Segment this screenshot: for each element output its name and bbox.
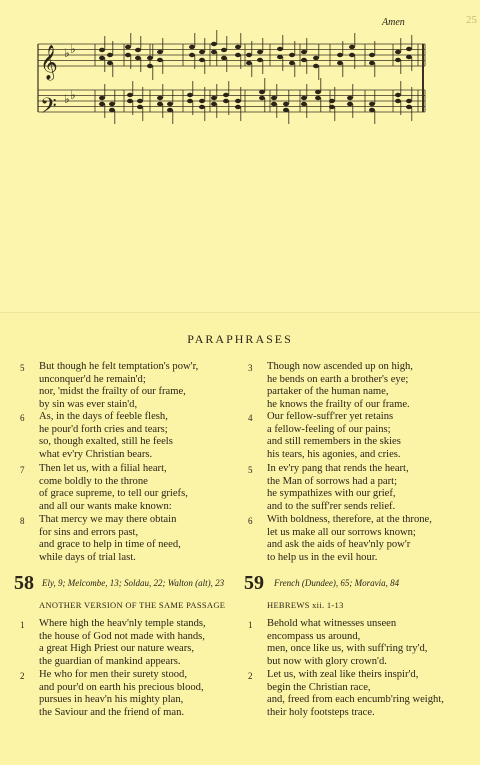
hymn-59-tunes: French (Dundee), 65; Moravia, 84 [274,578,400,588]
note-head [235,105,241,109]
note-head [99,56,105,60]
verse-line: Then let us, with a filial heart, [39,463,167,474]
verse-lines [39,463,188,514]
hymn-59-subhead: HEBREWS xii. 1-13 [267,600,344,610]
verse-number: 5 [248,465,253,475]
note-head [395,93,401,97]
verse-line: his tears, his agonies, and cries. [267,449,401,461]
note-head [301,50,307,54]
note-head [246,53,252,57]
note-head [395,58,401,62]
note-head [189,45,195,49]
verse-lines [39,618,206,669]
note-head [315,90,321,94]
note-head [157,96,163,100]
note-head [157,58,163,62]
note-head [235,53,241,57]
note-head [221,48,227,52]
note-head [369,53,375,57]
note-head [406,47,412,51]
verse-number: 6 [20,413,25,423]
section-title: PARAPHRASES [187,332,293,346]
note-head [167,108,173,112]
note-head [329,99,335,103]
page-fold [0,312,480,313]
verse-lines [39,514,181,565]
note-head [301,58,307,62]
verse-lines [39,411,173,462]
note-head [313,64,319,68]
verse-line: their holy footsteps trace. [267,707,375,719]
note-head [271,96,277,100]
note-head [99,96,105,100]
verse-lines [267,618,427,669]
verse-line: he knows the frailty of our frame. [267,399,410,411]
verse-lines [39,669,204,720]
verse-number: 2 [20,671,25,681]
verse-number: 4 [248,413,253,423]
note-head [107,53,113,57]
verse-line: In ev'ry pang that rends the heart, [267,463,409,474]
note-head [337,53,343,57]
verse-line: unconquer'd he remain'd; [39,373,146,385]
note-head [246,61,252,65]
note-head [395,50,401,54]
note-head [147,56,153,60]
note-head [349,53,355,57]
note-head [211,50,217,54]
note-head [271,102,277,106]
verse-line: the Saviour and the friend of man. [39,707,185,719]
note-head [406,55,412,59]
verse-line: As, in the days of feeble flesh, [39,411,168,422]
note-head [199,105,205,109]
verse-line: Our fellow-suff'rer yet retains [267,411,394,422]
note-head [223,93,229,97]
verse-line: and pour'd on earth his precious blood, [39,681,204,693]
verse-line: by sin was ever stain'd, [39,399,138,411]
verse-number: 6 [248,516,253,526]
note-head [147,64,153,68]
verse-line: That mercy we may there obtain [39,514,177,525]
note-head [313,56,319,60]
note-head [277,55,283,59]
verse-line: and all our wants make known: [39,501,172,513]
note-head [221,56,227,60]
verse-lines [39,361,198,412]
verse-line: and still remembers in the skies [267,436,401,448]
verse-line: and, freed from each encumb'ring weight, [267,694,444,706]
note-head [125,45,131,49]
note-head [259,96,265,100]
note-head [199,50,205,54]
music-score [0,0,480,312]
verse-line: men, once like us, with suff'ring try'd, [267,643,428,655]
verse-lines [267,361,413,412]
note-head [137,99,143,103]
clefs [40,42,76,123]
note-head [301,96,307,100]
note-head [127,93,133,97]
note-head [369,108,375,112]
verse-line: while days of trial last. [39,552,136,564]
note-head [167,102,173,106]
note-head [199,58,205,62]
note-head [223,99,229,103]
verse-line: the guardian of mankind appears. [39,656,181,668]
note-head [329,105,335,109]
note-head [337,61,343,65]
verse-line: he bends on earth a brother's eye; [267,373,409,385]
note-head [107,61,113,65]
note-head [99,102,105,106]
verse-number: 7 [20,465,25,475]
verse-lines [267,411,401,462]
note-head [99,48,105,52]
verse-line: the house of God not made with hands, [39,630,205,642]
note-head [127,99,133,103]
verse-number: 2 [248,671,253,681]
hymn-58-number: 58 [14,572,34,594]
note-head [199,99,205,103]
verse-line: for sins and errors past, [39,526,139,538]
note-head [135,48,141,52]
note-head [137,105,143,109]
verse-line: nor, 'midst the frailty of our frame, [39,386,186,398]
verse-line: With boldness, therefore, at the throne, [267,514,432,525]
note-head [257,58,263,62]
verse-number: 3 [248,363,253,373]
flat-sign-icon: ♭ [64,92,70,106]
note-head [235,45,241,49]
verse-line: encompass us around, [267,630,361,642]
note-head [289,53,295,57]
hymn-59-number: 59 [244,572,264,594]
verse-line: to help us in the evil hour. [267,552,378,564]
verse-line: and ask the aids of heav'nly pow'r [267,539,411,551]
treble-clef-icon: 𝄞 [40,46,58,79]
verse-lines [267,669,444,720]
verse-line: the Man of sorrows had a part; [267,475,398,487]
verse-number: 1 [248,620,253,630]
amen-label: Amen [382,17,405,28]
note-head [189,53,195,57]
verse-line: partaker of the human name, [267,386,389,398]
verse-line: but now with glory crown'd. [267,656,387,668]
verse-line: what ev'ry Christian bears. [39,449,153,461]
note-head [301,102,307,106]
hymn-58-tunes: Ely, 9; Melcombe, 13; Soldau, 22; Walton (alt), 23 [42,578,225,588]
verse-line: Where high the heav'nly temple stands, [39,618,206,629]
note-head [187,93,193,97]
hymn-58-subhead: ANOTHER VERSION OF THE SAME PASSAGE [39,600,226,610]
verse-line: come boldly to the throne [39,475,148,487]
verse-line: Let us, with zeal like theirs inspir'd, [267,669,419,680]
verse-line: pursues in heav'n his mighty plan, [39,694,184,706]
flat-sign-icon: ♭ [70,42,76,56]
verse-line: Though now ascended up on high, [267,361,413,372]
note-head [257,50,263,54]
flat-sign-icon: ♭ [64,46,70,60]
note-head [347,102,353,106]
verse-line: begin the Christian race, [267,681,371,693]
note-head [211,102,217,106]
note-head [289,61,295,65]
note-head [157,50,163,54]
note-head [125,53,131,57]
verse-line: he sympathizes with our grief, [267,488,396,500]
note-head [347,96,353,100]
verse-line: of grace supreme, to tell our griefs, [39,488,188,500]
note-head [283,102,289,106]
note-head [157,102,163,106]
verse-line: He who for men their surety stood, [39,669,187,680]
verse-line: Behold what witnesses unseen [267,618,397,629]
note-head [283,108,289,112]
verse-number: 1 [20,620,25,630]
verse-line: and grace to help in time of need, [39,539,181,551]
note-head [406,99,412,103]
note-head [109,102,115,106]
verse-line: so, though exalted, still he feels [39,436,173,448]
verse-line: a fellow-feeling of our pains; [267,423,391,435]
verse-line: he pour'd forth cries and tears; [39,423,168,435]
verse-number: 5 [20,363,25,373]
note-head [211,42,217,46]
verse-number: 8 [20,516,25,526]
flat-sign-icon: ♭ [70,88,76,102]
verse-line: let us make all our sorrows known; [267,526,416,538]
verse-line: But though he felt temptation's pow'r, [39,361,199,372]
verse-line: and to the suff'rer sends relief. [267,501,396,513]
note-head [369,102,375,106]
note-head [395,99,401,103]
note-head [259,90,265,94]
bass-clef-icon: 𝄢 [40,94,57,123]
note-head [369,61,375,65]
note-head [235,99,241,103]
note-head [187,99,193,103]
note-head [211,96,217,100]
note-head [406,105,412,109]
note-head [277,47,283,51]
corner-page-number: 25 [466,14,477,26]
staff-lines [38,44,425,112]
note-head [135,56,141,60]
verse-lines [267,514,432,565]
note-head [349,45,355,49]
verse-line: a great High Priest our nature wears, [39,643,195,655]
note-head [109,108,115,112]
note-head [315,96,321,100]
verse-lines [267,463,409,514]
